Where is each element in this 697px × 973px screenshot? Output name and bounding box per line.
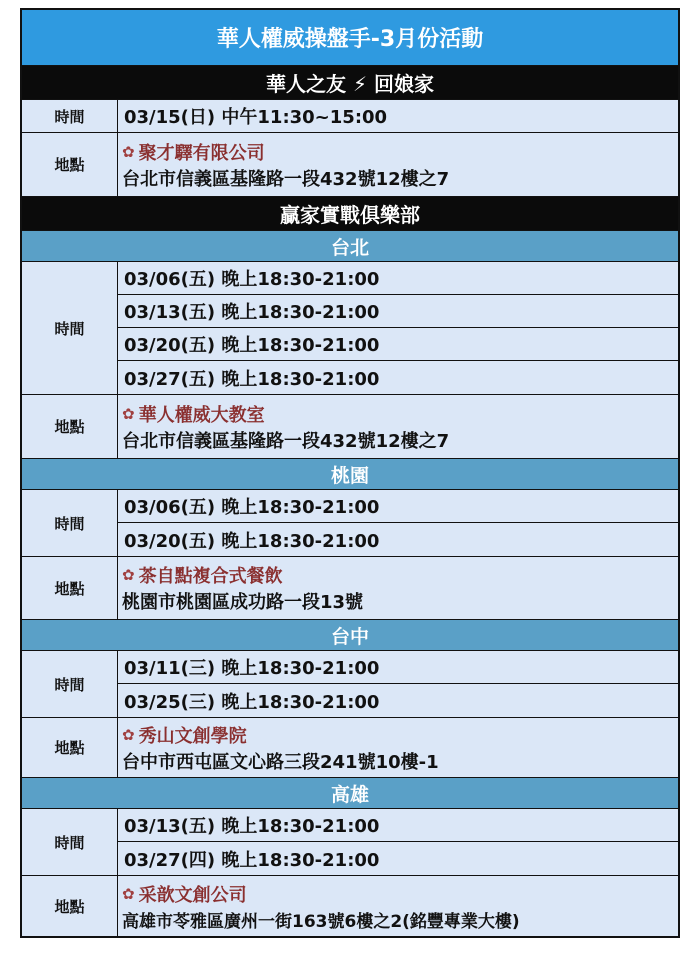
- time-slot: 03/20(五) 晚上18:30-21:00: [124, 530, 380, 552]
- city-header-taipei: 台北: [22, 231, 678, 262]
- time-label: 時間: [22, 100, 118, 132]
- taoyuan-time-row: [22, 490, 678, 557]
- venue-address: 桃園市桃園區成功路一段13號: [122, 592, 364, 613]
- venue-name: [122, 722, 678, 748]
- venue-text: 聚才驛有限公司: [138, 142, 265, 164]
- time-slot: 03/06(五) 晚上18:30-21:00: [118, 262, 678, 295]
- taoyuan-place-row: [22, 557, 678, 620]
- venue-text: 秀山文創學院: [138, 725, 247, 747]
- kaohsiung-time-row: [22, 809, 678, 876]
- time-slot: 03/15(日) 中午11:30~15:00: [124, 107, 388, 128]
- time-slot: 03/20(五) 晚上18:30-21:00: [118, 328, 678, 361]
- time-label: 時間: [22, 809, 118, 875]
- venue-name: [122, 401, 678, 427]
- time-label: 時間: [22, 490, 118, 556]
- taipei-place-row: [22, 395, 678, 459]
- taichung-time-row: [22, 651, 678, 718]
- alumni-place-row: [22, 133, 678, 197]
- place-label: 地點: [22, 876, 118, 936]
- place-label: 地點: [22, 557, 118, 619]
- venue-text: 華人權威大教室: [138, 404, 265, 426]
- page-title: 華人權威操盤手-3月份活動: [22, 10, 678, 66]
- place-label: 地點: [22, 718, 118, 777]
- flower-icon: ✿: [122, 404, 135, 423]
- flower-icon: ✿: [122, 725, 135, 744]
- alumni-time-row: [22, 100, 678, 133]
- time-slot: 03/06(五) 晚上18:30-21:00: [118, 490, 678, 523]
- time-label: 時間: [22, 262, 118, 394]
- venue-address: 台北市信義區基隆路一段432號12樓之7: [122, 168, 450, 190]
- city-header-kaohsiung: 高雄: [22, 778, 678, 809]
- taichung-place-row: [22, 718, 678, 778]
- place-label: 地點: [22, 133, 118, 196]
- taipei-time-row: [22, 262, 678, 395]
- venue-address: 台北市信義區基隆路一段432號12樓之7: [122, 430, 450, 452]
- flower-icon: ✿: [122, 884, 135, 903]
- time-label: 時間: [22, 651, 118, 717]
- section-header-alumni: 華人之友 ⚡ 回娘家: [22, 66, 678, 100]
- venue-text: 采歆文創公司: [138, 884, 247, 906]
- city-header-taoyuan: 桃園: [22, 459, 678, 490]
- time-slot: 03/11(三) 晚上18:30-21:00: [118, 651, 678, 684]
- venue-name: [122, 562, 678, 588]
- venue-name: [122, 139, 678, 165]
- flower-icon: ✿: [122, 142, 135, 161]
- time-slot: 03/13(五) 晚上18:30-21:00: [118, 295, 678, 328]
- event-schedule-table: [20, 8, 680, 938]
- time-slot: 03/27(四) 晚上18:30-21:00: [124, 849, 380, 871]
- time-slot: 03/25(三) 晚上18:30-21:00: [124, 691, 380, 713]
- flower-icon: ✿: [122, 566, 135, 584]
- venue-address: 高雄市苓雅區廣州一街163號6樓之2(銘豐專業大樓): [122, 911, 520, 932]
- place-label: 地點: [22, 395, 118, 458]
- city-header-taichung: 台中: [22, 620, 678, 651]
- time-slot: 03/13(五) 晚上18:30-21:00: [118, 809, 678, 842]
- time-slot: 03/27(五) 晚上18:30-21:00: [124, 368, 380, 390]
- kaohsiung-place-row: [22, 876, 678, 936]
- venue-name: [122, 881, 678, 907]
- venue-text: 茶自點複合式餐飲: [138, 566, 283, 587]
- venue-address: 台中市西屯區文心路三段241號10樓-1: [122, 751, 439, 773]
- section-header-club: 贏家實戰俱樂部: [22, 197, 678, 231]
